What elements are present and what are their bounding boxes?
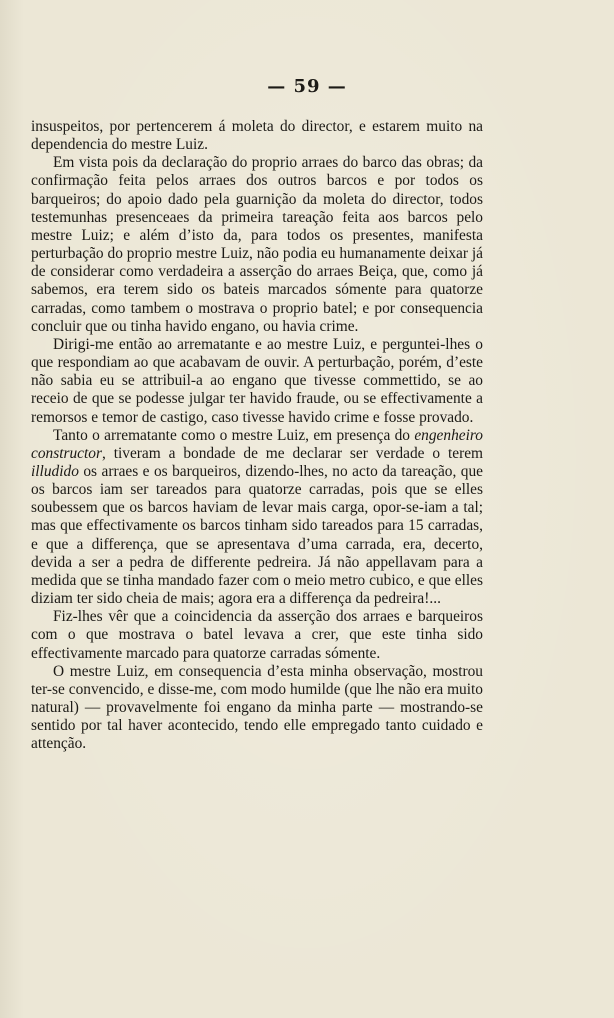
paragraph-4-italic-illudido: illudido: [31, 462, 79, 480]
paragraph-4: [31, 427, 483, 609]
paragraph-2: Em vista pois da declaração do proprio arraes do barco das obras; da confirmação feita pelos arraes dos outros barcos e por todos os barqueiros; do apoio dado pela guarnição da moleta do director, todos testemunhas presenceaes da primeira tareação feita aos barcos pelo mestre Luiz; e além d’isto da, para todos os presentes, manifesta perturbação do proprio mestre Luiz, não podia eu humanamente deixar já de considerar como verdadeira a asserção do arraes Beiça, que, como já sabemos, era terem sido os bateis marcados sómente para quatorze carradas, como tambem o mostrava o proprio batel; e por consequencia concluir que ou tinha havido engano, ou havia crime.: [31, 154, 483, 335]
body-text: [31, 118, 483, 753]
paragraph-4-text-c: os arraes e os barqueiros, dizendo-lhes, no acto da tareação, que os barcos iam ser tareados para quatorze carradas, pois que se elles soubessem que os barcos haviam de levar mais carga, opor-se-iam a tal; mas que effectivamente os barcos tinham sido tareados para 15 carradas, e que a differença, que se apresentava d’uma carrada, era, decerto, devida a ser a pedra de differente pedreira. Já não appellavam para a medida que se tinha mandado fazer com o meio metro cubico, e que elles diziam ter sido cheia de mais; agora era a differença da pedreira!...: [31, 462, 483, 608]
paragraph-5: Fiz-lhes vêr que a coincidencia da asserção dos arraes e barqueiros com o que mostrava o batel levava a crer, que este tinha sido effectivamente marcado para quatorze carradas sómente.: [31, 608, 483, 662]
paragraph-4-italic-engineer: engenheiro constructor: [31, 426, 483, 462]
paragraph-1: insuspeitos, por pertencerem á moleta do director, e estarem muito na dependencia do mestre Luiz.: [31, 118, 483, 154]
page-number: — 59 —: [267, 76, 347, 97]
paragraph-4-text-b: , tiveram a bondade de me declarar ser verdade o terem: [101, 444, 483, 462]
paragraph-3: Dirigi-me então ao arrematante e ao mestre Luiz, e perguntei-lhes o que respondiam ao que acabavam de ouvir. A perturbação, porém, d’este não sabia eu se attribuil-a ao engano que tivesse commettido, se ao receio de que se podesse julgar ter havido fraude, ou se effectivamente a remorsos e temor de castigo, caso tivesse havido crime e fosse provado.: [31, 335, 483, 426]
paragraph-6: O mestre Luiz, em consequencia d’esta minha observação, mostrou ter-se convencido, e disse-me, com modo humilde (que lhe não era muito natural) — provavelmente foi engano da minha parte — mostrando-se sentido por tal haver acontecido, tendo elle empregado tanto cuidado e attenção.: [31, 662, 483, 753]
paragraph-4-text-a: Tanto o arrematante como o mestre Luiz, em presença do: [53, 426, 415, 444]
